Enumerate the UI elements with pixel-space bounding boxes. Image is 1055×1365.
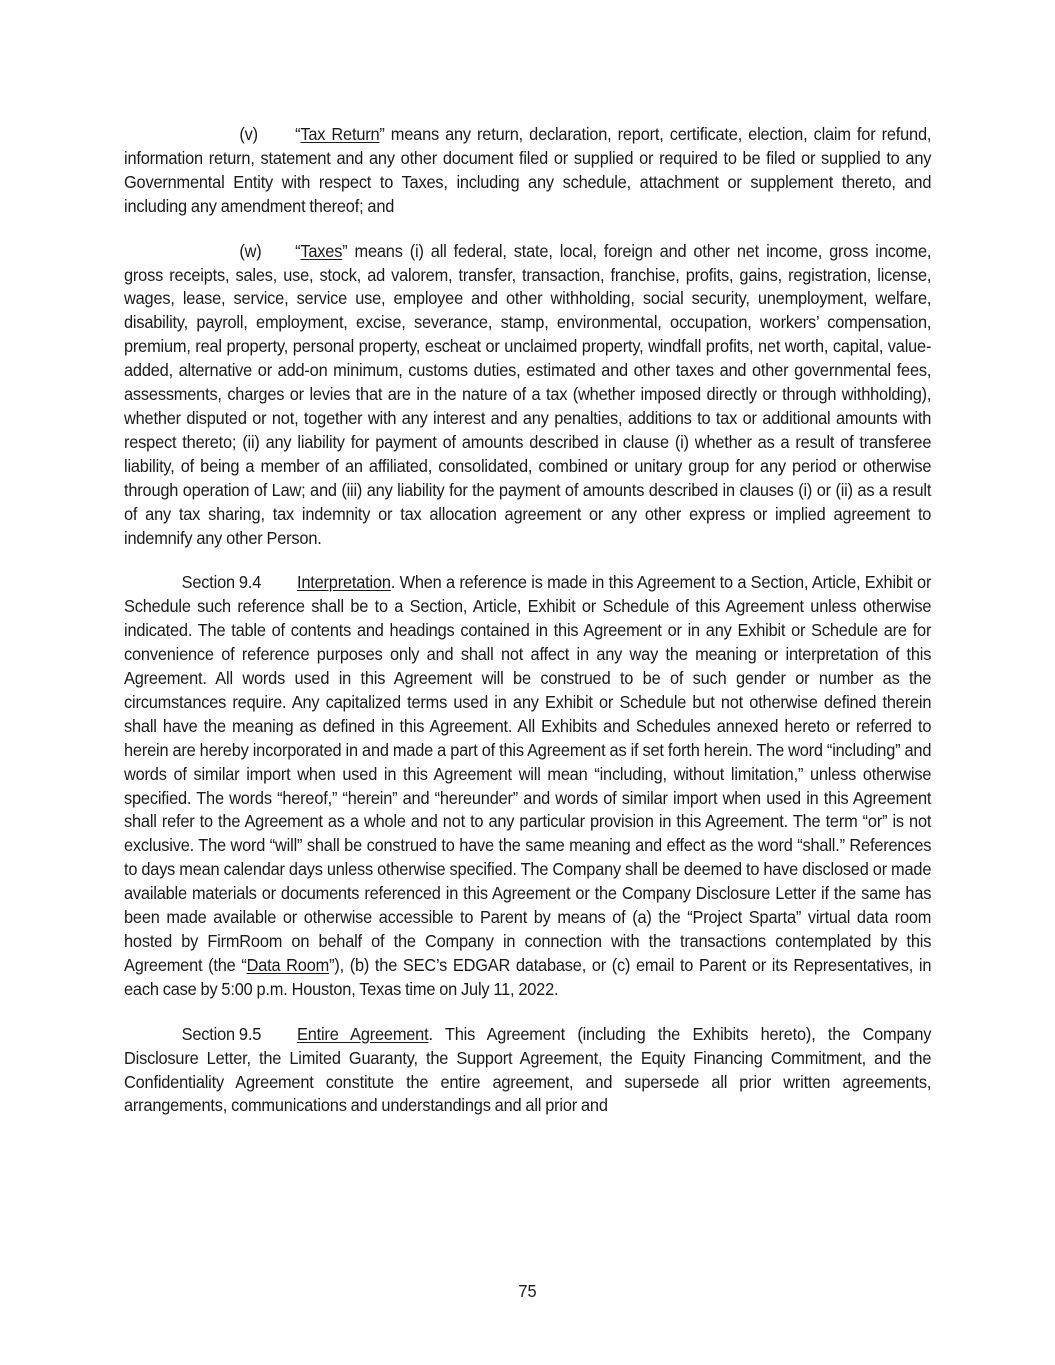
close-quote: ” xyxy=(379,124,385,144)
section-label: Section 9.5 xyxy=(181,1023,262,1044)
section-label: Section 9.4 xyxy=(181,572,262,593)
section-heading: Interpretation xyxy=(296,572,391,593)
document-page xyxy=(124,123,931,1139)
definition-text: means any return, declaration, report, certificate, election, claim for refund, information return, statement and any other document filed or supplied or required to be filed or supplied to any Governmental Entity with respect to Taxes, including any schedule, attachment or supplement thereto, and including any amendment thereof; and xyxy=(124,124,932,216)
open-quote: “ xyxy=(295,240,301,261)
close-quote: ” xyxy=(342,240,348,261)
page-number: 75 xyxy=(518,1281,537,1301)
definition-tax-return xyxy=(124,123,931,219)
defined-term-taxes: Taxes xyxy=(300,240,343,261)
definition-text: means (i) all federal, state, local, foreign and other net income, gross income, gross receipts, sales, use, stock, ad valorem, transfer, transaction, franchise, profits, gains, registration, license, wages, lease, service, service use, employee and other withholding, social security, unemployment, welfare, disability, payroll, employment, excise, severance, stamp, environmental, occupation, workers’ compensation, premium, real property, personal property, escheat or unclaimed property, windfall profits, net worth, capital, value-added, alternative or add-on minimum, customs duties, estimated and other taxes and other governmental fees, assessments, charges or levies that are in the nature of a tax (whether imposed directly or through withholding), whether disputed or not, together with any interest and any penalties, additions to tax or additional amounts with respect thereto; (ii) any liability for payment of amounts described in clause (i) whether as a result of transferee liability, of being a member of an affiliated, consolidated, combined or unitary group for any period or otherwise through operation of Law; and (iii) any liability for the payment of amounts described in clauses (i) or (ii) as a result of any tax sharing, tax indemnity or tax allocation agreement or any other express or implied agreement to indemnify any other Person. xyxy=(124,240,932,548)
definition-label: (w) xyxy=(239,240,262,261)
section-heading: Entire Agreement xyxy=(296,1023,429,1044)
section-text: . When a reference is made in this Agreement to a Section, Article, Exhibit or Schedule such reference shall be to a Section, Article, Exhibit or Schedule of this Agreement unless otherwise indicated. The table of contents and headings contained in this Agreement or in any Exhibit or Schedule are for convenience of reference purposes only and shall not affect in any way the meaning or interpretation of this Agreement. All words used in this Agreement will be construed to be of such gender or number as the circumstances require. Any capitalized terms used in any Exhibit or Schedule but not otherwise defined therein shall have the meaning as defined in this Agreement. All Exhibits and Schedules annexed hereto or referred to herein are hereby incorporated in and made a part of this Agreement as if set forth herein. The word “including” and words of similar import when used in this Agreement will mean “including, without limitation,” unless otherwise specified. The words “hereof,” “herein” and “hereunder” and words of similar import when used in this Agreement shall refer to the Agreement as a whole and not to any particular provision in this Agreement. The term “or” is not exclusive. The word “will” shall be construed to have the same meaning and effect as the word “shall.” References to days mean calendar days unless otherwise specified. The Company shall be deemed to have disclosed or made available materials or documents referenced in this Agreement or the Company Disclosure Letter if the same has been made available or otherwise accessible to Parent by means of (a) the “Project Sparta” virtual data room hosted by FirmRoom on behalf of the Company in connection with the transactions contemplated by this Agreement (the “ xyxy=(124,572,932,975)
section-9-4-interpretation xyxy=(124,571,931,1001)
open-quote: “ xyxy=(295,124,301,144)
section-text: . This Agreement (including the Exhibits hereto), the Company Disclosure Letter, the Limited Guaranty, the Support Agreement, the Equity Financing Commitment, and the Confidentiality Agreement constitute the entire agreement, and supersede all prior written agreements, arrangements, communications and understandings and all prior and xyxy=(124,1023,932,1116)
section-text-continued: ”), (b) the SEC’s EDGAR database, or (c) email to Parent or its Representatives, in each case by 5:00 p.m. Houston, Texas time on July 11, 2022. xyxy=(124,954,932,999)
definition-taxes xyxy=(124,240,931,551)
defined-term-data-room: Data Room xyxy=(246,954,330,975)
definition-label: (v) xyxy=(239,124,258,144)
defined-term-tax-return: Tax Return xyxy=(300,124,380,144)
section-9-5-entire-agreement xyxy=(124,1023,931,1119)
